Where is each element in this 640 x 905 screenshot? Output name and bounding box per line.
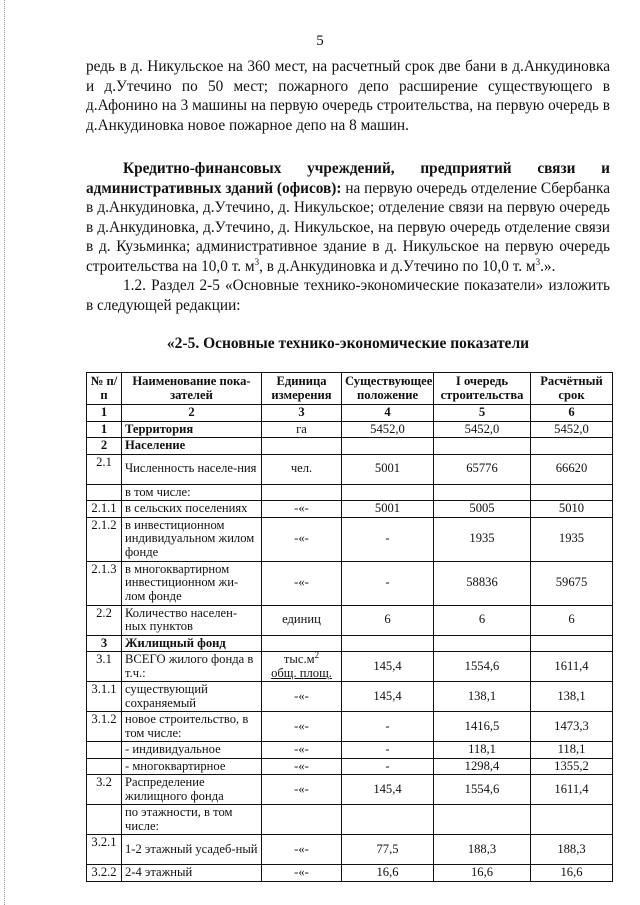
cell-final xyxy=(531,635,613,652)
cell-existing: - xyxy=(342,561,434,605)
header-name: Наименование пока-зателей xyxy=(122,373,262,405)
header-final: Расчётный срок xyxy=(531,373,613,405)
table-title: «2-5. Основные технико-экономические показатели xyxy=(166,335,530,352)
paragraph-text-b: , в д.Анкудиновка и д.Утечино по 10,0 т. м xyxy=(259,257,536,275)
cell-num: 3.1.2 xyxy=(87,712,122,742)
cell-first-stage: 58836 xyxy=(434,561,531,605)
cell-unit: -«- xyxy=(262,501,342,518)
header-existing: Существующее положение xyxy=(342,373,434,405)
cell-existing xyxy=(342,635,434,652)
cell-name: Распределение жилищного фонда xyxy=(122,775,262,805)
col-number: 5 xyxy=(434,405,531,422)
cell-existing: 6 xyxy=(342,605,434,635)
cell-first-stage: 1554,6 xyxy=(434,652,531,682)
paragraph-text-a: на первую очередь отделение Сбербанка в д.Анкудиновка, д.Утечино, д. Никульское; отделение связи на первую очередь в д.Анкудиновка, д.Утечино, д. Никульское, на первую очередь отделение связи в д. Кузьминка; административное здание в д. Никульское на первую очередь строительства на 10,0 т. м xyxy=(86,179,610,275)
cell-unit: -«- xyxy=(262,758,342,775)
cell-first-stage xyxy=(434,805,531,835)
cell-num: 2.2 xyxy=(87,605,122,635)
cell-first-stage: 138,1 xyxy=(434,682,531,712)
cell-name: ВСЕГО жилого фонда в т.ч.: xyxy=(122,652,262,682)
cell-final: 1611,4 xyxy=(531,775,613,805)
cell-name: в сельских поселениях xyxy=(122,501,262,518)
cell-existing xyxy=(342,805,434,835)
table-row xyxy=(87,758,613,775)
cell-num: 3.2.2 xyxy=(87,865,122,882)
header-unit: Единица измерения xyxy=(262,373,342,405)
cell-final: 6 xyxy=(531,605,613,635)
cell-unit xyxy=(262,805,342,835)
cell-num xyxy=(87,758,122,775)
cell-existing: 145,4 xyxy=(342,775,434,805)
cell-final: 66620 xyxy=(531,454,613,484)
cell-final: 16,6 xyxy=(531,865,613,882)
cell-first-stage: 65776 xyxy=(434,454,531,484)
table-row xyxy=(87,835,613,865)
cell-name: новое строительство, в том числе: xyxy=(122,712,262,742)
cell-final: 1355,2 xyxy=(531,758,613,775)
paragraph-text-c: .». xyxy=(540,257,556,275)
table-row xyxy=(87,605,613,635)
indicators-table xyxy=(86,372,613,882)
cell-name: в многоквартирном инвестиционном жи-лом фонде xyxy=(122,561,262,605)
table-row xyxy=(87,742,613,759)
paragraph-baths-fire-depot: редь в д. Никульское на 360 мест, на расчетный срок две бани в д.Анкудиновка и д.Утечино по 50 мест; пожарного депо расширение существующего в д.Афонино на 3 машины на первую очередь строительства, на первую очередь в д.Анкудиновка новое пожарное депо на 8 машин. xyxy=(86,58,610,134)
cell-first-stage: 5005 xyxy=(434,501,531,518)
cell-final: 1473,3 xyxy=(531,712,613,742)
cell-first-stage: 1416,5 xyxy=(434,712,531,742)
table-row xyxy=(87,438,613,455)
cell-num: 2.1.2 xyxy=(87,517,122,561)
cell-first-stage: 6 xyxy=(434,605,531,635)
table-row xyxy=(87,635,613,652)
cell-existing: - xyxy=(342,758,434,775)
cell-unit xyxy=(262,438,342,455)
col-number: 3 xyxy=(262,405,342,422)
cell-name: - многоквартирное xyxy=(122,758,262,775)
cell-name: в инвестиционном индивидуальном жилом фонде xyxy=(122,517,262,561)
header-num: № п/п xyxy=(87,373,122,405)
cell-first-stage xyxy=(434,438,531,455)
table-row xyxy=(87,652,613,682)
cell-num: 3.1.1 xyxy=(87,682,122,712)
unit-subtext: общ. площ. xyxy=(271,665,332,680)
cell-num: 2.1.3 xyxy=(87,561,122,605)
cell-final xyxy=(531,805,613,835)
cell-num: 3 xyxy=(87,635,122,652)
cell-num: 2.1 xyxy=(87,454,122,484)
table-row xyxy=(87,517,613,561)
scan-edge-dots xyxy=(4,0,7,905)
col-number: 2 xyxy=(122,405,262,422)
cell-existing: 145,4 xyxy=(342,652,434,682)
cell-existing: 5452,0 xyxy=(342,421,434,438)
cell-final: 5010 xyxy=(531,501,613,518)
cell-first-stage: 1298,4 xyxy=(434,758,531,775)
cell-existing: 5001 xyxy=(342,501,434,518)
cell-unit: -«- xyxy=(262,517,342,561)
table-row xyxy=(87,454,613,484)
cell-num xyxy=(87,484,122,501)
paragraph-finance-institutions xyxy=(86,159,610,277)
cell-first-stage: 1935 xyxy=(434,517,531,561)
cell-unit: -«- xyxy=(262,712,342,742)
paragraph-section-amendment: 1.2. Раздел 2-5 «Основные технико-экономические показатели» изложить в следующей редакции: xyxy=(86,277,610,314)
page-number: 5 xyxy=(316,33,324,49)
cell-existing: - xyxy=(342,517,434,561)
header-first-stage: I очередь строительства xyxy=(434,373,531,405)
table-header-row xyxy=(87,373,613,405)
cell-unit xyxy=(262,652,342,682)
cell-final xyxy=(531,484,613,501)
column-number-row xyxy=(87,405,613,422)
cell-num: 3.2.1 xyxy=(87,835,122,865)
cell-name: Количество населен-ных пунктов xyxy=(122,605,262,635)
cell-num: 2 xyxy=(87,438,122,455)
cell-final: 59675 xyxy=(531,561,613,605)
cell-final: 188,3 xyxy=(531,835,613,865)
cell-final: 5452,0 xyxy=(531,421,613,438)
cell-final xyxy=(531,438,613,455)
cell-num: 3.1 xyxy=(87,652,122,682)
cell-name: существующий сохраняемый xyxy=(122,682,262,712)
cell-first-stage: 188,3 xyxy=(434,835,531,865)
cell-num xyxy=(87,742,122,759)
col-number: 1 xyxy=(87,405,122,422)
cell-existing: 5001 xyxy=(342,454,434,484)
cell-num: 3.2 xyxy=(87,775,122,805)
table-row xyxy=(87,421,613,438)
cell-unit: -«- xyxy=(262,835,342,865)
cell-first-stage: 118,1 xyxy=(434,742,531,759)
cell-first-stage: 1554,6 xyxy=(434,775,531,805)
col-number: 4 xyxy=(342,405,434,422)
cell-unit xyxy=(262,484,342,501)
cell-existing: 16,6 xyxy=(342,865,434,882)
cell-name: в том числе: xyxy=(122,484,262,501)
table-row xyxy=(87,682,613,712)
cell-existing: - xyxy=(342,742,434,759)
cell-first-stage xyxy=(434,635,531,652)
cell-first-stage xyxy=(434,484,531,501)
cell-unit xyxy=(262,635,342,652)
cell-unit: -«- xyxy=(262,775,342,805)
cell-existing xyxy=(342,438,434,455)
cell-name: - индивидуальное xyxy=(122,742,262,759)
cell-final: 138,1 xyxy=(531,682,613,712)
cell-existing: 145,4 xyxy=(342,682,434,712)
unit-superscript: 2 xyxy=(314,651,320,660)
table-row xyxy=(87,561,613,605)
cell-num: 1 xyxy=(87,421,122,438)
table-row xyxy=(87,484,613,501)
cell-unit: -«- xyxy=(262,742,342,759)
table-row xyxy=(87,712,613,742)
cell-name: Население xyxy=(122,438,262,455)
cell-existing: - xyxy=(342,712,434,742)
cell-name: 2-4 этажный xyxy=(122,865,262,882)
superscript-cubic-2: 3 xyxy=(535,256,541,267)
table-row xyxy=(87,775,613,805)
unit-text: тыс.м xyxy=(283,652,315,666)
cell-unit: га xyxy=(262,421,342,438)
cell-final: 118,1 xyxy=(531,742,613,759)
cell-name: Территория xyxy=(122,421,262,438)
cell-first-stage: 16,6 xyxy=(434,865,531,882)
cell-unit: -«- xyxy=(262,561,342,605)
cell-existing: 77,5 xyxy=(342,835,434,865)
cell-name: по этажности, в том числе: xyxy=(122,805,262,835)
table-row xyxy=(87,501,613,518)
cell-final: 1611,4 xyxy=(531,652,613,682)
cell-existing xyxy=(342,484,434,501)
table-row xyxy=(87,865,613,882)
paragraph-bold-lead: Кредитно-финансовых учреждений, предприятий связи и административных зданий (офисов): xyxy=(86,160,610,197)
cell-name: Численность населе-ния xyxy=(122,454,262,484)
cell-final: 1935 xyxy=(531,517,613,561)
cell-name: Жилищный фонд xyxy=(122,635,262,652)
col-number: 6 xyxy=(531,405,613,422)
cell-unit: единиц xyxy=(262,605,342,635)
cell-num xyxy=(87,805,122,835)
cell-num: 2.1.1 xyxy=(87,501,122,518)
cell-unit: -«- xyxy=(262,865,342,882)
superscript-cubic-1: 3 xyxy=(254,256,260,267)
cell-unit: чел. xyxy=(262,454,342,484)
cell-name: 1-2 этажный усадеб-ный xyxy=(122,835,262,865)
cell-first-stage: 5452,0 xyxy=(434,421,531,438)
cell-unit: -«- xyxy=(262,682,342,712)
table-row xyxy=(87,805,613,835)
